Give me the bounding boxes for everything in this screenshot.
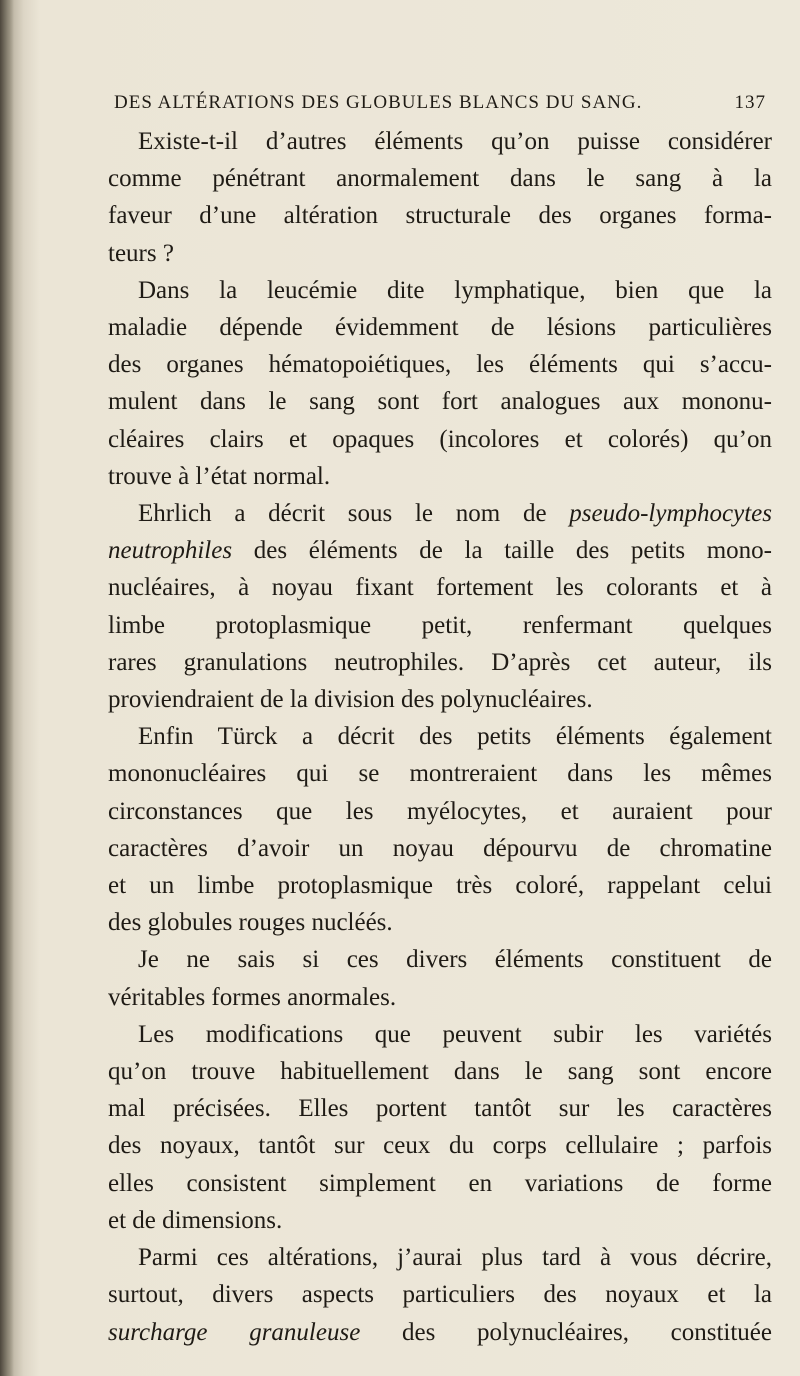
text-line: trouve à l’état normal. — [108, 462, 331, 490]
text-line: véritables formes anormales. — [108, 983, 397, 1011]
text-line: des organes hématopoiétiques, les éléments qui s’accu- — [108, 351, 772, 379]
text-line: Existe-t-il d’autres éléments qu’on puisse considérer — [138, 128, 772, 155]
italic-term: neutrophiles — [108, 537, 233, 565]
text-line: faveur d’une altération structurale des organes forma- — [108, 202, 772, 230]
spine-shadow — [0, 0, 14, 1376]
text-line-with-italic — [108, 532, 772, 569]
text-line: proviendraient de la division des polynucléaires. — [108, 686, 593, 714]
body-text — [108, 123, 772, 1351]
text-line-with-italic — [108, 495, 772, 532]
text-line: Parmi ces altérations, j’aurai plus tard à vous décrire, — [138, 1244, 772, 1272]
text-line: comme pénétrant anormalement dans le sang à la — [108, 165, 772, 193]
text-fragment: des éléments de la taille des petits mono- — [253, 537, 772, 565]
text-line: circonstances que les myélocytes, et auraient pour — [108, 797, 772, 825]
text-line: teurs ? — [108, 239, 174, 267]
text-line: rares granulations neutrophiles. D’après cet auteur, ils — [108, 648, 772, 676]
text-line: mononucléaires qui se montreraient dans les mêmes — [108, 760, 772, 788]
text-line-with-italic — [108, 1314, 772, 1351]
text-line: surtout, divers aspects particuliers des noyaux et la — [108, 1281, 772, 1309]
text-line: mal précisées. Elles portent tantôt sur les caractères — [108, 1095, 772, 1123]
text-line: Les modifications que peuvent subir les variétés — [138, 1020, 772, 1048]
text-line: et de dimensions. — [108, 1206, 283, 1234]
text-line: Dans la leucémie dite lymphatique, bien que la — [138, 276, 772, 304]
page-header — [114, 92, 774, 120]
text-line: des noyaux, tantôt sur ceux du corps cellulaire ; parfois — [108, 1132, 772, 1160]
text-line: Enfin Türck a décrit des petits éléments également — [138, 723, 772, 751]
text-fragment: des polynucléaires, constituée — [401, 1318, 773, 1346]
italic-term: surcharge granuleuse — [108, 1318, 361, 1346]
text-line: et un limbe protoplasmique très coloré, rappelant celui — [108, 872, 772, 900]
text-fragment: Ehrlich a décrit sous le nom de — [138, 500, 547, 528]
running-head: DES ALTÉRATIONS DES GLOBULES BLANCS DU SANG. — [114, 92, 643, 113]
text-line: maladie dépende évidemment de lésions particulières — [108, 314, 772, 342]
text-line: Je ne sais si ces divers éléments constituent de — [138, 946, 772, 974]
text-line: mulent dans le sang sont fort analogues aux mononu- — [108, 388, 772, 416]
text-line: qu’on trouve habituellement dans le sang sont encore — [108, 1058, 772, 1086]
text-line: limbe protoplasmique petit, renfermant quelques — [108, 611, 772, 639]
text-line: nucléaires, à noyau fixant fortement les colorants et à — [108, 574, 772, 602]
text-line: caractères d’avoir un noyau dépourvu de chromatine — [108, 834, 772, 862]
page-number: 137 — [734, 92, 766, 113]
text-line: elles consistent simplement en variations de forme — [108, 1169, 772, 1197]
text-line: cléaires clairs et opaques (incolores et colorés) qu’on — [108, 425, 772, 453]
text-line: des globules rouges nucléés. — [108, 909, 393, 937]
italic-term: pseudo-lymphocytes — [569, 500, 772, 528]
